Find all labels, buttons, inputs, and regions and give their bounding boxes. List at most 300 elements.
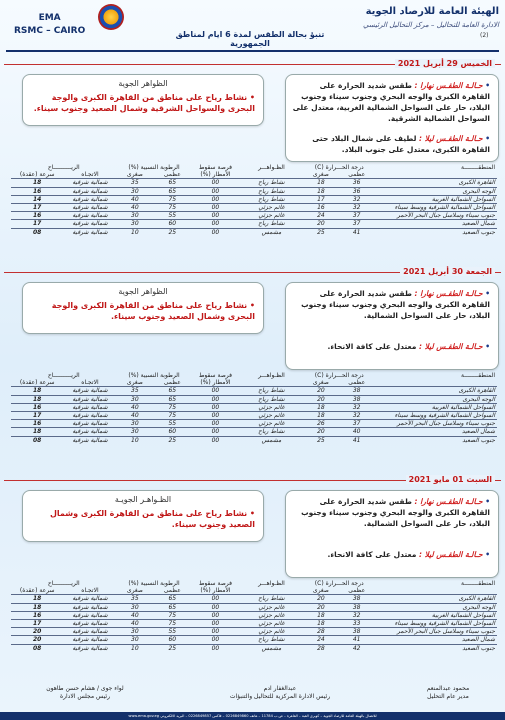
col-wind-speed: سرعة (عقدة) [19,587,55,595]
col-hum-max: عظمى [163,171,181,179]
col-temp-max: عظمى [348,379,366,387]
day-weather [292,288,490,321]
cell-hum-min: 30 [117,603,154,611]
cell-rain: 00 [191,395,239,403]
cell-wind-speed: 18 [11,179,63,187]
cell-wind-speed: 20 [11,636,63,644]
cell-hum-min: 35 [117,179,154,187]
sig1-name: محمود عبدالمنعم [426,685,470,692]
cell-wind-speed: 14 [11,195,63,203]
day-weather [292,496,490,529]
cell-wind-dir: شمالية شرقية [63,187,116,195]
col-hum-min: صغرى [126,171,143,179]
cell-hum-min: 40 [117,619,154,627]
cell-rain: 00 [191,195,239,203]
col-temp: درجة الحـــرارة (C) [314,372,364,379]
cell-hum-max: 65 [153,187,191,195]
table-header-row [11,372,497,379]
sig1-title: مدير عام التحليل [427,693,469,700]
weather-state-box [285,490,499,578]
cell-wind-dir: شمالية شرقية [63,195,116,203]
cell-phenomena: نشاط رياح [239,387,303,395]
col-temp-max: عظمى [348,171,366,179]
col-phenomena: الظـواهـــر [258,164,285,171]
org-subtitle: الادارة العامة للتحاليل – مركز التحاليل الرئيسي [362,21,499,29]
col-hum-min: صغرى [126,587,143,595]
col-humidity: الرطوبة النسبية (%) [128,164,180,171]
cell-wind-dir: شمالية شرقية [63,611,116,619]
cell-hum-max: 55 [153,628,191,636]
day-weather-title: حـالـة الطقـس نهارا : [414,289,483,298]
cell-wind-dir: شمالية شرقية [63,203,116,211]
header [0,0,505,60]
table-row [11,228,497,236]
cell-phenomena: غائم جزئي [239,212,303,220]
phenomena-text [31,92,255,114]
cell-hum-max: 75 [153,619,191,627]
cell-hum-max: 60 [153,428,191,436]
cell-wind-dir: شمالية شرقية [63,428,116,436]
cell-hum-min: 30 [117,636,154,644]
phenomena-text [31,300,255,322]
cell-rain: 00 [191,428,239,436]
weather-state-box [285,74,499,162]
cell-rain: 00 [191,403,239,411]
col-wind-dir: الاتجـاه [81,587,99,595]
footer [0,685,505,720]
cell-temp-max: 38 [338,603,375,611]
col-humidity: الرطوبة النسبية (%) [128,580,180,587]
cell-hum-min: 35 [117,387,154,395]
cell-wind-dir: شمالية شرقية [63,220,116,228]
phenomena-title: الظـواهـر الجويـة [114,495,172,504]
cell-region: الوجه البحرى [375,395,497,403]
cell-phenomena: غائم جزئي [239,628,303,636]
cell-hum-max: 60 [153,220,191,228]
cell-wind-speed: 16 [11,611,63,619]
cell-temp-max: 41 [338,636,375,644]
col-wind-dir: الاتجـاه [81,379,99,387]
cell-temp-min: 18 [303,187,338,195]
cell-phenomena: نشاط رياح [239,195,303,203]
signature-analysis-director [396,685,500,701]
cell-rain: 00 [191,203,239,211]
day-weather-text: طقس شديد الحرارة على القاهرة الكبرى والوجه البحري وجنوب سيناء وجنوب البلاد، حار على السواحل الشمالية. [301,289,490,320]
cell-temp-min: 18 [303,619,338,627]
cell-phenomena: غائم جزئي [239,403,303,411]
col-rain: فرصة سقوط الأمطار (%) [198,580,232,594]
forecast-date: الخميس 29 أبريل 2021 [395,59,495,68]
bullet-icon: • [247,301,255,310]
date-line [4,476,501,486]
cell-rain: 00 [191,411,239,419]
cell-rain: 00 [191,228,239,236]
cell-phenomena: مشمس [239,644,303,652]
cell-wind-speed: 16 [11,212,63,220]
cell-hum-min: 40 [117,203,154,211]
cell-rain: 00 [191,387,239,395]
col-rain: فرصة سقوط الأمطار (%) [198,164,232,178]
cell-rain: 00 [191,611,239,619]
org-code: RSMC – CAIRO [14,26,86,36]
cell-wind-dir: شمالية شرقية [63,212,116,220]
bullet-icon: • [482,81,490,90]
cell-wind-speed: 16 [11,403,63,411]
cell-temp-max: 36 [338,187,375,195]
cell-region: السواحل الشمالية الغربية [375,195,497,203]
signature-central-admin [200,685,360,701]
day-section [4,60,501,265]
table-row [11,395,497,403]
cell-temp-min: 20 [303,428,338,436]
night-weather [292,341,490,352]
phenomena-body: نشاط رياح على مناطق من القاهرة الكبرى وشمال الصعيد وجنوب سيناء. [49,509,255,529]
sig3-name: لواء جوى / هشام حسن طاهون [46,685,124,692]
forecast-date: السبت 01 مايو 2021 [406,475,495,484]
table-row [11,619,497,627]
cell-temp-max: 32 [338,411,375,419]
cell-hum-max: 25 [153,228,191,236]
cell-temp-min: 20 [303,395,338,403]
cell-hum-min: 30 [117,395,154,403]
table-row [11,179,497,187]
bullet-icon: • [482,550,490,559]
contact-bar: للاتصال بالهيئة العامة للارصاد الجوية – كوبري القبة – القاهرة – ص.ب 11784 – هاتف 0226849860 – فاكس 0226849857 – البريد الالكتروني www.ema.gov.eg [0,712,505,720]
bullet-icon: • [482,134,490,143]
cell-phenomena: نشاط رياح [239,220,303,228]
night-weather-title: حـالـة الطقـس ليلا : [419,342,483,351]
cell-phenomena: نشاط رياح [239,428,303,436]
cell-temp-max: 42 [338,644,375,652]
cell-region: شمال الصعيد [375,220,497,228]
cell-temp-min: 18 [303,611,338,619]
cell-hum-max: 65 [153,179,191,187]
cell-wind-dir: شمالية شرقية [63,619,116,627]
cell-hum-min: 40 [117,403,154,411]
cell-hum-max: 75 [153,203,191,211]
cell-region: جنوب سيناء وسلاسل جبال البحر الأحمر [375,420,497,428]
cell-rain: 00 [191,187,239,195]
ema-logo-icon [98,4,124,30]
cell-wind-speed: 18 [11,428,63,436]
table-row [11,195,497,203]
forecast-table [11,580,497,652]
cell-hum-min: 40 [117,195,154,203]
col-wind: الريــــــــــاح [47,372,80,379]
cell-temp-max: 38 [338,387,375,395]
cell-wind-dir: شمالية شرقية [63,595,116,603]
cell-phenomena: نشاط رياح [239,395,303,403]
cell-wind-speed: 17 [11,619,63,627]
cell-region: جنوب الصعيد [375,644,497,652]
table-row [11,611,497,619]
col-phenomena: الظـواهـــر [258,372,285,379]
phenomena-box [22,74,264,126]
org-title: الهيئة العامة للارصاد الجوية [365,6,499,17]
col-temp-min: صغرى [312,171,329,179]
day-weather-text: طقس شديد الحرارة على القاهرة الكبرى والوجه البحري وجنوب سيناء وجنوب البلاد، حار على السواحل الشمالية. [301,497,490,528]
col-humidity: الرطوبة النسبية (%) [128,372,180,379]
table-row [11,436,497,444]
cell-hum-max: 55 [153,212,191,220]
cell-temp-max: 32 [338,195,375,203]
cell-phenomena: مشمس [239,436,303,444]
col-region: المنطقــــــــة [460,164,495,171]
cell-wind-dir: شمالية شرقية [63,395,116,403]
page-number: (2) [480,32,489,39]
cell-wind-speed: 18 [11,387,63,395]
cell-hum-max: 65 [153,395,191,403]
cell-temp-min: 18 [303,403,338,411]
cell-rain: 00 [191,628,239,636]
col-phenomena: الظـواهـــر [258,580,285,587]
col-temp: درجة الحـــرارة (C) [314,164,364,171]
cell-temp-max: 40 [338,428,375,436]
cell-rain: 00 [191,212,239,220]
cell-phenomena: نشاط رياح [239,636,303,644]
cell-temp-max: 32 [338,611,375,619]
cell-phenomena: غائم جزئي [239,420,303,428]
cell-temp-min: 28 [303,628,338,636]
cell-temp-max: 37 [338,420,375,428]
forecast-table [11,164,497,236]
cell-wind-dir: شمالية شرقية [63,228,116,236]
cell-hum-min: 10 [117,436,154,444]
cell-rain: 00 [191,420,239,428]
cell-hum-max: 75 [153,411,191,419]
phenomena-box [22,490,264,542]
cell-hum-max: 25 [153,436,191,444]
table-row [11,403,497,411]
cell-hum-min: 30 [117,628,154,636]
cell-wind-speed: 08 [11,644,63,652]
cell-hum-max: 75 [153,403,191,411]
cell-region: الوجه البحرى [375,603,497,611]
day-section [4,268,501,473]
day-section [4,476,501,681]
cell-temp-max: 41 [338,228,375,236]
cell-region: السواحل الشمالية الشرقية ووسط سيناء [375,203,497,211]
cell-wind-speed: 17 [11,411,63,419]
cell-wind-dir: شمالية شرقية [63,436,116,444]
cell-wind-speed: 17 [11,203,63,211]
phenomena-title: الظواهر الجوية [118,79,168,88]
cell-wind-dir: شمالية شرقية [63,420,116,428]
table-row [11,628,497,636]
phenomena-text [31,508,255,530]
col-hum-max: عظمى [163,587,181,595]
cell-hum-min: 30 [117,420,154,428]
cell-temp-max: 36 [338,179,375,187]
cell-hum-min: 40 [117,611,154,619]
cell-temp-min: 26 [303,420,338,428]
cell-region: الوجه البحرى [375,187,497,195]
cell-phenomena: مشمس [239,228,303,236]
cell-temp-min: 18 [303,179,338,187]
phenomena-body: نشاط رياح على مناطق من القاهرة الكبرى والوجة البحرى وشمال الصعيد وجنوب سيناء. [51,301,255,321]
cell-wind-dir: شمالية شرقية [63,603,116,611]
night-weather-title: حـالـة الطقـس ليلا : [419,134,483,143]
cell-wind-dir: شمالية شرقية [63,179,116,187]
cell-temp-min: 25 [303,228,338,236]
col-rain: فرصة سقوط الأمطار (%) [198,372,232,386]
day-weather [292,80,490,124]
org-code-block [14,12,85,38]
cell-phenomena: نشاط رياح [239,179,303,187]
cell-wind-speed: 16 [11,420,63,428]
cell-region: القاهرة الكبرى [375,179,497,187]
cell-wind-dir: شمالية شرقية [63,403,116,411]
cell-temp-max: 38 [338,595,375,603]
cell-region: جنوب الصعيد [375,228,497,236]
col-wind-speed: سرعة (عقدة) [19,379,55,387]
cell-phenomena: نشاط رياح [239,595,303,603]
cell-region: القاهرة الكبرى [375,595,497,603]
cell-hum-max: 75 [153,611,191,619]
cell-hum-max: 55 [153,420,191,428]
bullet-icon: • [482,497,490,506]
cell-region: جنوب سيناء وسلاسل جبال البحر الأحمر [375,628,497,636]
col-temp: درجة الحـــرارة (C) [314,580,364,587]
cell-hum-max: 65 [153,595,191,603]
cell-wind-dir: شمالية شرقية [63,387,116,395]
day-weather-title: حـالـة الطقـس نهارا : [414,497,483,506]
table-row [11,644,497,652]
cell-wind-dir: شمالية شرقية [63,644,116,652]
cell-temp-min: 18 [303,411,338,419]
cell-temp-min: 16 [303,203,338,211]
phenomena-body: نشاط رياح على مناطق من القاهرة الكبرى والوجة البحرى والسواحل الشرقية وشمال الصعيد وجنوب سيناء. [33,93,255,113]
cell-phenomena: غائم جزئي [239,619,303,627]
cell-rain: 00 [191,603,239,611]
night-weather-text: معتدل على كافة الانحاء. [327,550,417,559]
table-row [11,420,497,428]
date-line [4,268,501,278]
cell-wind-speed: 08 [11,228,63,236]
table-row [11,212,497,220]
cell-rain: 00 [191,179,239,187]
bullet-icon: • [247,93,255,102]
table-row [11,187,497,195]
table-row [11,203,497,211]
night-weather-text: لطيف على شمال البلاد حتى القاهرة الكبرى، معتدل على جنوب البلاد. [312,134,490,154]
cell-hum-min: 30 [117,220,154,228]
cell-wind-speed: 08 [11,436,63,444]
night-weather-title: حـالـة الطقـس ليلا : [419,550,483,559]
cell-phenomena: غائم جزئي [239,603,303,611]
col-region: المنطقــــــــة [460,580,495,587]
table-header-row [11,164,497,171]
cell-rain: 00 [191,220,239,228]
cell-region: القاهرة الكبرى [375,387,497,395]
cell-temp-max: 37 [338,220,375,228]
night-weather-text: معتدل على كافة الانحاء. [327,342,417,351]
phenomena-box [22,282,264,334]
col-hum-min: صغرى [126,379,143,387]
sig2-title: رئيس الادارة المركزية للتحاليل والتنبؤات [229,693,331,700]
table-row [11,428,497,436]
cell-hum-min: 35 [117,595,154,603]
cell-temp-max: 41 [338,436,375,444]
table-row [11,411,497,419]
header-divider [6,50,499,52]
cell-hum-max: 75 [153,195,191,203]
cell-region: السواحل الشمالية الغربية [375,403,497,411]
cell-hum-max: 25 [153,644,191,652]
col-temp-min: صغرى [312,587,329,595]
bullet-icon: • [482,342,490,351]
bullet-icon: • [247,509,255,518]
date-line [4,60,501,70]
cell-temp-min: 25 [303,436,338,444]
cell-hum-max: 65 [153,387,191,395]
day-weather-text: طقس شديد الحرارة على القاهرة الكبرى والوجه البحري وجنوب سيناء وجنوب البلاد، حار على السواحل الشمالية الغربية، معتدل على السواحل الشمالية الشرقية. [292,81,490,123]
cell-temp-min: 20 [303,387,338,395]
phenomena-title: الظواهر الجوية [118,287,168,296]
night-weather [292,133,490,155]
sig3-title: رئيس مجلس الادارة [59,693,111,700]
forecast-table [11,372,497,444]
cell-rain: 00 [191,636,239,644]
cell-wind-dir: شمالية شرقية [63,411,116,419]
cell-rain: 00 [191,644,239,652]
cell-region: شمال الصعيد [375,428,497,436]
sig2-name: عبدالغفار ادم [263,685,297,692]
signature-chairman [20,685,150,701]
col-wind: الريــــــــــاح [47,580,80,587]
cell-temp-max: 32 [338,403,375,411]
cell-wind-dir: شمالية شرقية [63,628,116,636]
cell-rain: 00 [191,595,239,603]
cell-hum-min: 40 [117,411,154,419]
cell-wind-speed: 18 [11,595,63,603]
cell-wind-speed: 20 [11,628,63,636]
cell-region: جنوب الصعيد [375,436,497,444]
cell-temp-min: 20 [303,595,338,603]
cell-region: السواحل الشمالية الشرقية ووسط سيناء [375,411,497,419]
bullet-icon: • [482,289,490,298]
cell-hum-min: 30 [117,428,154,436]
col-region: المنطقــــــــة [460,372,495,379]
cell-region: السواحل الشمالية الغربية [375,611,497,619]
cell-temp-min: 20 [303,603,338,611]
cell-phenomena: غائم جزئي [239,411,303,419]
cell-hum-min: 30 [117,212,154,220]
cell-hum-max: 65 [153,603,191,611]
cell-phenomena: غائم جزئي [239,611,303,619]
cell-temp-min: 24 [303,636,338,644]
table-row [11,595,497,603]
table-row [11,603,497,611]
table-row [11,220,497,228]
cell-temp-max: 38 [338,395,375,403]
cell-hum-max: 60 [153,636,191,644]
col-hum-max: عظمى [163,379,181,387]
col-wind: الريــــــــــاح [47,164,80,171]
cell-hum-min: 10 [117,644,154,652]
cell-hum-min: 30 [117,187,154,195]
cell-temp-min: 17 [303,195,338,203]
header-org [363,6,499,29]
cell-region: جنوب سيناء وسلاسل جبال البحر الأحمر [375,212,497,220]
cell-phenomena: غائم جزئي [239,203,303,211]
cell-hum-min: 10 [117,228,154,236]
cell-region: السواحل الشمالية الشرقية ووسط سيناء [375,619,497,627]
weather-state-box [285,282,499,370]
cell-region: شمال الصعيد [375,636,497,644]
cell-temp-min: 20 [303,220,338,228]
cell-rain: 00 [191,436,239,444]
